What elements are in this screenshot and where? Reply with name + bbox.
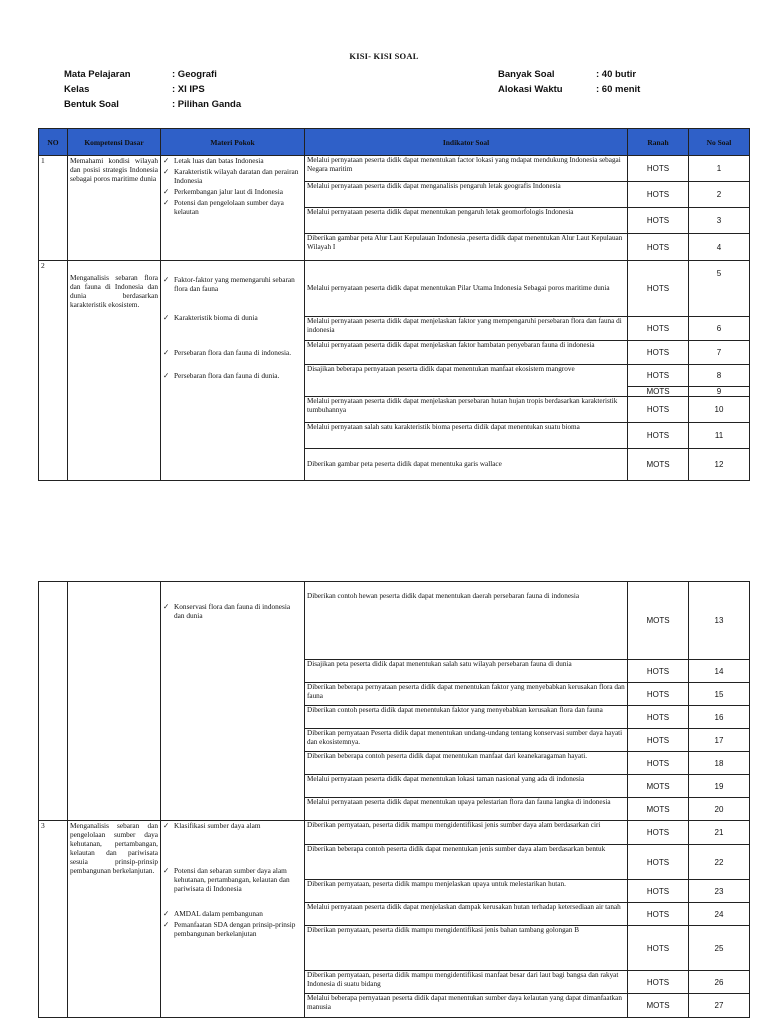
no-soal: 11 bbox=[689, 423, 750, 449]
no-soal: 14 bbox=[689, 660, 750, 683]
materi-item: ✓ AMDAL dalam pembangunan bbox=[163, 909, 302, 918]
ranah: HOTS bbox=[628, 423, 689, 449]
materi-cell bbox=[161, 261, 305, 481]
materi-item: ✓ Perkembangan jalur laut di Indonesia bbox=[163, 187, 302, 196]
materi-cell bbox=[161, 821, 305, 1018]
ranah: HOTS bbox=[628, 821, 689, 845]
materi-item: ✓ Konservasi flora dan fauna di indonesia dan dunia bbox=[163, 602, 302, 620]
ranah: HOTS bbox=[628, 660, 689, 683]
no-soal: 18 bbox=[689, 752, 750, 775]
no-soal: 8 bbox=[689, 365, 750, 387]
no-soal: 2 bbox=[689, 182, 750, 208]
no-soal: 17 bbox=[689, 729, 750, 752]
kd-number: 2 bbox=[39, 261, 68, 481]
indikator: Melalui pernyataan peserta didik dapat menjelaskan dampak kerusakan hutan terhadap ketersediaan air tanah bbox=[305, 903, 628, 926]
indikator: Melalui beberapa pernyataan peserta didik dapat menentukan sumber daya kelautan yang dapat dimanfaatkan manusia bbox=[305, 994, 628, 1018]
no-soal: 12 bbox=[689, 449, 750, 481]
kd-text bbox=[68, 261, 161, 481]
ranah: HOTS bbox=[628, 234, 689, 261]
no-soal: 13 bbox=[689, 582, 750, 660]
ranah: MOTS bbox=[628, 994, 689, 1018]
no-soal: 21 bbox=[689, 821, 750, 845]
ranah: HOTS bbox=[628, 903, 689, 926]
no-soal: 23 bbox=[689, 880, 750, 903]
meta-label: Kelas bbox=[64, 84, 90, 95]
indikator: Diberikan pernyataan, peserta didik mampu mengidentifikasi jenis sumber daya alam berdasarkan ciri bbox=[305, 821, 628, 845]
meta-value: : 60 menit bbox=[596, 84, 641, 95]
no-soal: 15 bbox=[689, 683, 750, 706]
meta-value: : 40 butir bbox=[596, 69, 637, 80]
indikator: Diberikan pernyataan, peserta didik mampu mengidentifikasi manfaat besar dari laut bagi bangsa dan rakyat Indonesia di suatu bidang bbox=[305, 971, 628, 994]
indikator: Melalui pernyataan peserta didik dapat menentukan lokasi taman nasional yang ada di indonesia bbox=[305, 775, 628, 798]
meta-right-values bbox=[596, 67, 640, 97]
header-kd: Kompetensi Dasar bbox=[68, 129, 161, 156]
header-mp: Materi Pokok bbox=[161, 129, 305, 156]
meta-left-labels bbox=[64, 67, 131, 112]
indikator: Diberikan beberapa pernyataan peserta didik dapat menentukan faktor yang menyebabkan kerusakan flora dan fauna bbox=[305, 683, 628, 706]
kisi-table-2 bbox=[38, 581, 750, 1018]
materi-cell bbox=[161, 582, 305, 821]
meta-label: Alokasi Waktu bbox=[498, 84, 563, 95]
no-soal: 6 bbox=[689, 317, 750, 341]
meta-label: Bentuk Soal bbox=[64, 99, 119, 110]
kd-number: 1 bbox=[39, 156, 68, 261]
ranah: HOTS bbox=[628, 729, 689, 752]
materi-item: ✓ Klasifikasi sumber daya alam bbox=[163, 821, 302, 830]
no-soal: 10 bbox=[689, 397, 750, 423]
ranah: HOTS bbox=[628, 880, 689, 903]
ranah: HOTS bbox=[628, 182, 689, 208]
indikator: Diberikan pernyataan, peserta didik mampu mengidentifikasi jenis bahan tambang golongan B bbox=[305, 926, 628, 971]
indikator: Melalui pernyataan peserta didik dapat menjelaskan faktor yang mempengaruhi persebaran flora dan fauna di indonesia bbox=[305, 317, 628, 341]
table-row bbox=[39, 821, 750, 845]
meta-label: Mata Pelajaran bbox=[64, 69, 131, 80]
ranah: HOTS bbox=[628, 926, 689, 971]
ranah: HOTS bbox=[628, 683, 689, 706]
ranah: HOTS bbox=[628, 845, 689, 880]
meta-label: Banyak Soal bbox=[498, 69, 555, 80]
materi-item: ✓ Karakteristik bioma di dunia bbox=[163, 313, 302, 322]
table-row bbox=[39, 261, 750, 317]
materi-item: ✓ Pemanfaatan SDA dengan prinsip-prinsip pembangunan berkelanjutan bbox=[163, 920, 302, 938]
ranah: MOTS bbox=[628, 387, 689, 397]
indikator: Diberikan pernyataan, peserta didik mampu menjelaskan upaya untuk melestarikan hutan. bbox=[305, 880, 628, 903]
indikator: Diberikan gambar peta Alur Laut Kepulauan Indonesia ,peserta didik dapat menentukan Alur Laut Kepulauan Wilayah I bbox=[305, 234, 628, 261]
no-soal: 7 bbox=[689, 341, 750, 365]
meta-left-values bbox=[172, 67, 241, 112]
indikator: Diberikan contoh hewan peserta didik dapat menentukan daerah persebaran fauna di indonesia bbox=[305, 582, 628, 660]
indikator: Diberikan pernyataan Peserta didik dapat menentukan undang-undang tentang konservasi sumber daya hayati dan ekosistemnya. bbox=[305, 729, 628, 752]
indikator: Melalui pernyataan peserta didik dapat menentukan Pilar Utama Indonesia Sebagai poros maritime dunia bbox=[305, 261, 628, 317]
no-soal: 16 bbox=[689, 706, 750, 729]
table-row bbox=[39, 156, 750, 182]
materi-item: ✓ Potensi dan sebaran sumber daya alam kehutanan, pertambangan, kelautan dan pariwisata di Indonesia bbox=[163, 866, 302, 893]
header-ranah: Ranah bbox=[628, 129, 689, 156]
kd-number-empty bbox=[39, 582, 68, 821]
kd-text: Menganalisis sebaran dan pengelolaan sumber daya kehutanan, pertambangan, kelautan dan pariwisata sesuia prinsip-prinsip pembangunan berkelanjutan. bbox=[68, 821, 161, 1018]
materi-item: ✓ Faktor-faktor yang memengaruhi sebaran flora dan fauna bbox=[163, 275, 302, 293]
ranah: HOTS bbox=[628, 397, 689, 423]
no-soal: 25 bbox=[689, 926, 750, 971]
no-soal: 4 bbox=[689, 234, 750, 261]
no-soal: 5 bbox=[689, 261, 750, 317]
ranah: HOTS bbox=[628, 341, 689, 365]
materi-cell bbox=[161, 156, 305, 261]
kd-text-content: Menganalisis sebaran flora dan fauna di Indonesia dan dunia berdasarkan karakteristik ekosistem. bbox=[70, 273, 158, 309]
indikator: Melalui pernyataan peserta didik dapat menjelaskan persebaran hutan hujan tropis berdasarkan karakteristik tumbuhannya bbox=[305, 397, 628, 423]
indikator: Diberikan gambar peta peserta didik dapat menentuka garis wallace bbox=[305, 449, 628, 481]
indikator: Disajikan peta peserta didik dapat menentukan salah satu wilayah persebaran fauna di dunia bbox=[305, 660, 628, 683]
materi-item: ✓ Potensi dan pengelolaan sumber daya kelautan bbox=[163, 198, 302, 216]
ranah: MOTS bbox=[628, 449, 689, 481]
no-soal: 9 bbox=[689, 387, 750, 397]
ranah: HOTS bbox=[628, 261, 689, 317]
header-ind: Indikator Soal bbox=[305, 129, 628, 156]
header-no: NO bbox=[39, 129, 68, 156]
kd-number: 3 bbox=[39, 821, 68, 1018]
ranah: HOTS bbox=[628, 208, 689, 234]
indikator: Diberikan beberapa contoh peserta didik dapat menentukan jenis sumber daya alam berdasarkan bentuk bbox=[305, 845, 628, 880]
indikator: Diberikan contoh peserta didik dapat menentukan faktor yang menyebabkan kerusakan flora dan fauna bbox=[305, 706, 628, 729]
ranah: HOTS bbox=[628, 752, 689, 775]
ranah: HOTS bbox=[628, 156, 689, 182]
materi-item: ✓ Letak luas dan batas Indonesia bbox=[163, 156, 302, 165]
meta-value: : XI IPS bbox=[172, 84, 205, 95]
ranah: MOTS bbox=[628, 775, 689, 798]
ranah: MOTS bbox=[628, 798, 689, 821]
indikator: Melalui pernyataan salah satu karakteristik bioma peserta didik dapat menentukan suatu bioma bbox=[305, 423, 628, 449]
kd-text-empty bbox=[68, 582, 161, 821]
ranah: HOTS bbox=[628, 971, 689, 994]
table-row bbox=[39, 582, 750, 660]
meta-value: : Geografi bbox=[172, 69, 217, 80]
no-soal: 24 bbox=[689, 903, 750, 926]
ranah: MOTS bbox=[628, 582, 689, 660]
no-soal: 1 bbox=[689, 156, 750, 182]
materi-item: ✓ Karakteristik wilayah daratan dan perairan Indonesia bbox=[163, 167, 302, 185]
indikator: Melalui pernyataan peserta didik dapat menjelaskan faktor hambatan penyebaran fauna di indonesia bbox=[305, 341, 628, 365]
ranah: HOTS bbox=[628, 706, 689, 729]
indikator: Melalui pernyataan peserta didik dapat menentukan upaya pelestarian flora dan fauna langka di indonesia bbox=[305, 798, 628, 821]
no-soal: 26 bbox=[689, 971, 750, 994]
no-soal: 20 bbox=[689, 798, 750, 821]
indikator: Disajikan beberapa pernyataan peserta didik dapat menentukan manfaat ekosistem mangrove bbox=[305, 365, 628, 397]
indikator: Melalui pernyataan peserta didik dapat menentukan pengaruh letak geomorfologis Indonesia bbox=[305, 208, 628, 234]
no-soal: 19 bbox=[689, 775, 750, 798]
indikator: Diberikan beberapa contoh peserta didik dapat menentukan manfaat dari keanekaragaman hayati. bbox=[305, 752, 628, 775]
table-header-row bbox=[39, 129, 750, 156]
materi-item: ✓ Persebaran flora dan fauna di indonesia. bbox=[163, 348, 302, 357]
kd-text: Memahami kondisi wilayah dan posisi strategis Indonesia sebagai poros maritime dunia bbox=[68, 156, 161, 261]
document-title: KISI- KISI SOAL bbox=[349, 51, 419, 61]
ranah: HOTS bbox=[628, 365, 689, 387]
meta-right-labels bbox=[498, 67, 563, 97]
materi-item: ✓ Persebaran flora dan fauna di dunia. bbox=[163, 371, 302, 380]
indikator: Melalui pernyataan peserta didik dapat menentukan factor lokasi yang mdapat mendukung Indonesia sebagai Negara maritim bbox=[305, 156, 628, 182]
no-soal: 3 bbox=[689, 208, 750, 234]
indikator: Melalui pernyataan peserta didik dapat menganalisis pengaruh letak geografis Indonesia bbox=[305, 182, 628, 208]
kisi-table-1 bbox=[38, 128, 750, 481]
no-soal: 27 bbox=[689, 994, 750, 1018]
no-soal: 22 bbox=[689, 845, 750, 880]
header-ns: No Soal bbox=[689, 129, 750, 156]
ranah: HOTS bbox=[628, 317, 689, 341]
meta-value: : Pilihan Ganda bbox=[172, 99, 242, 110]
